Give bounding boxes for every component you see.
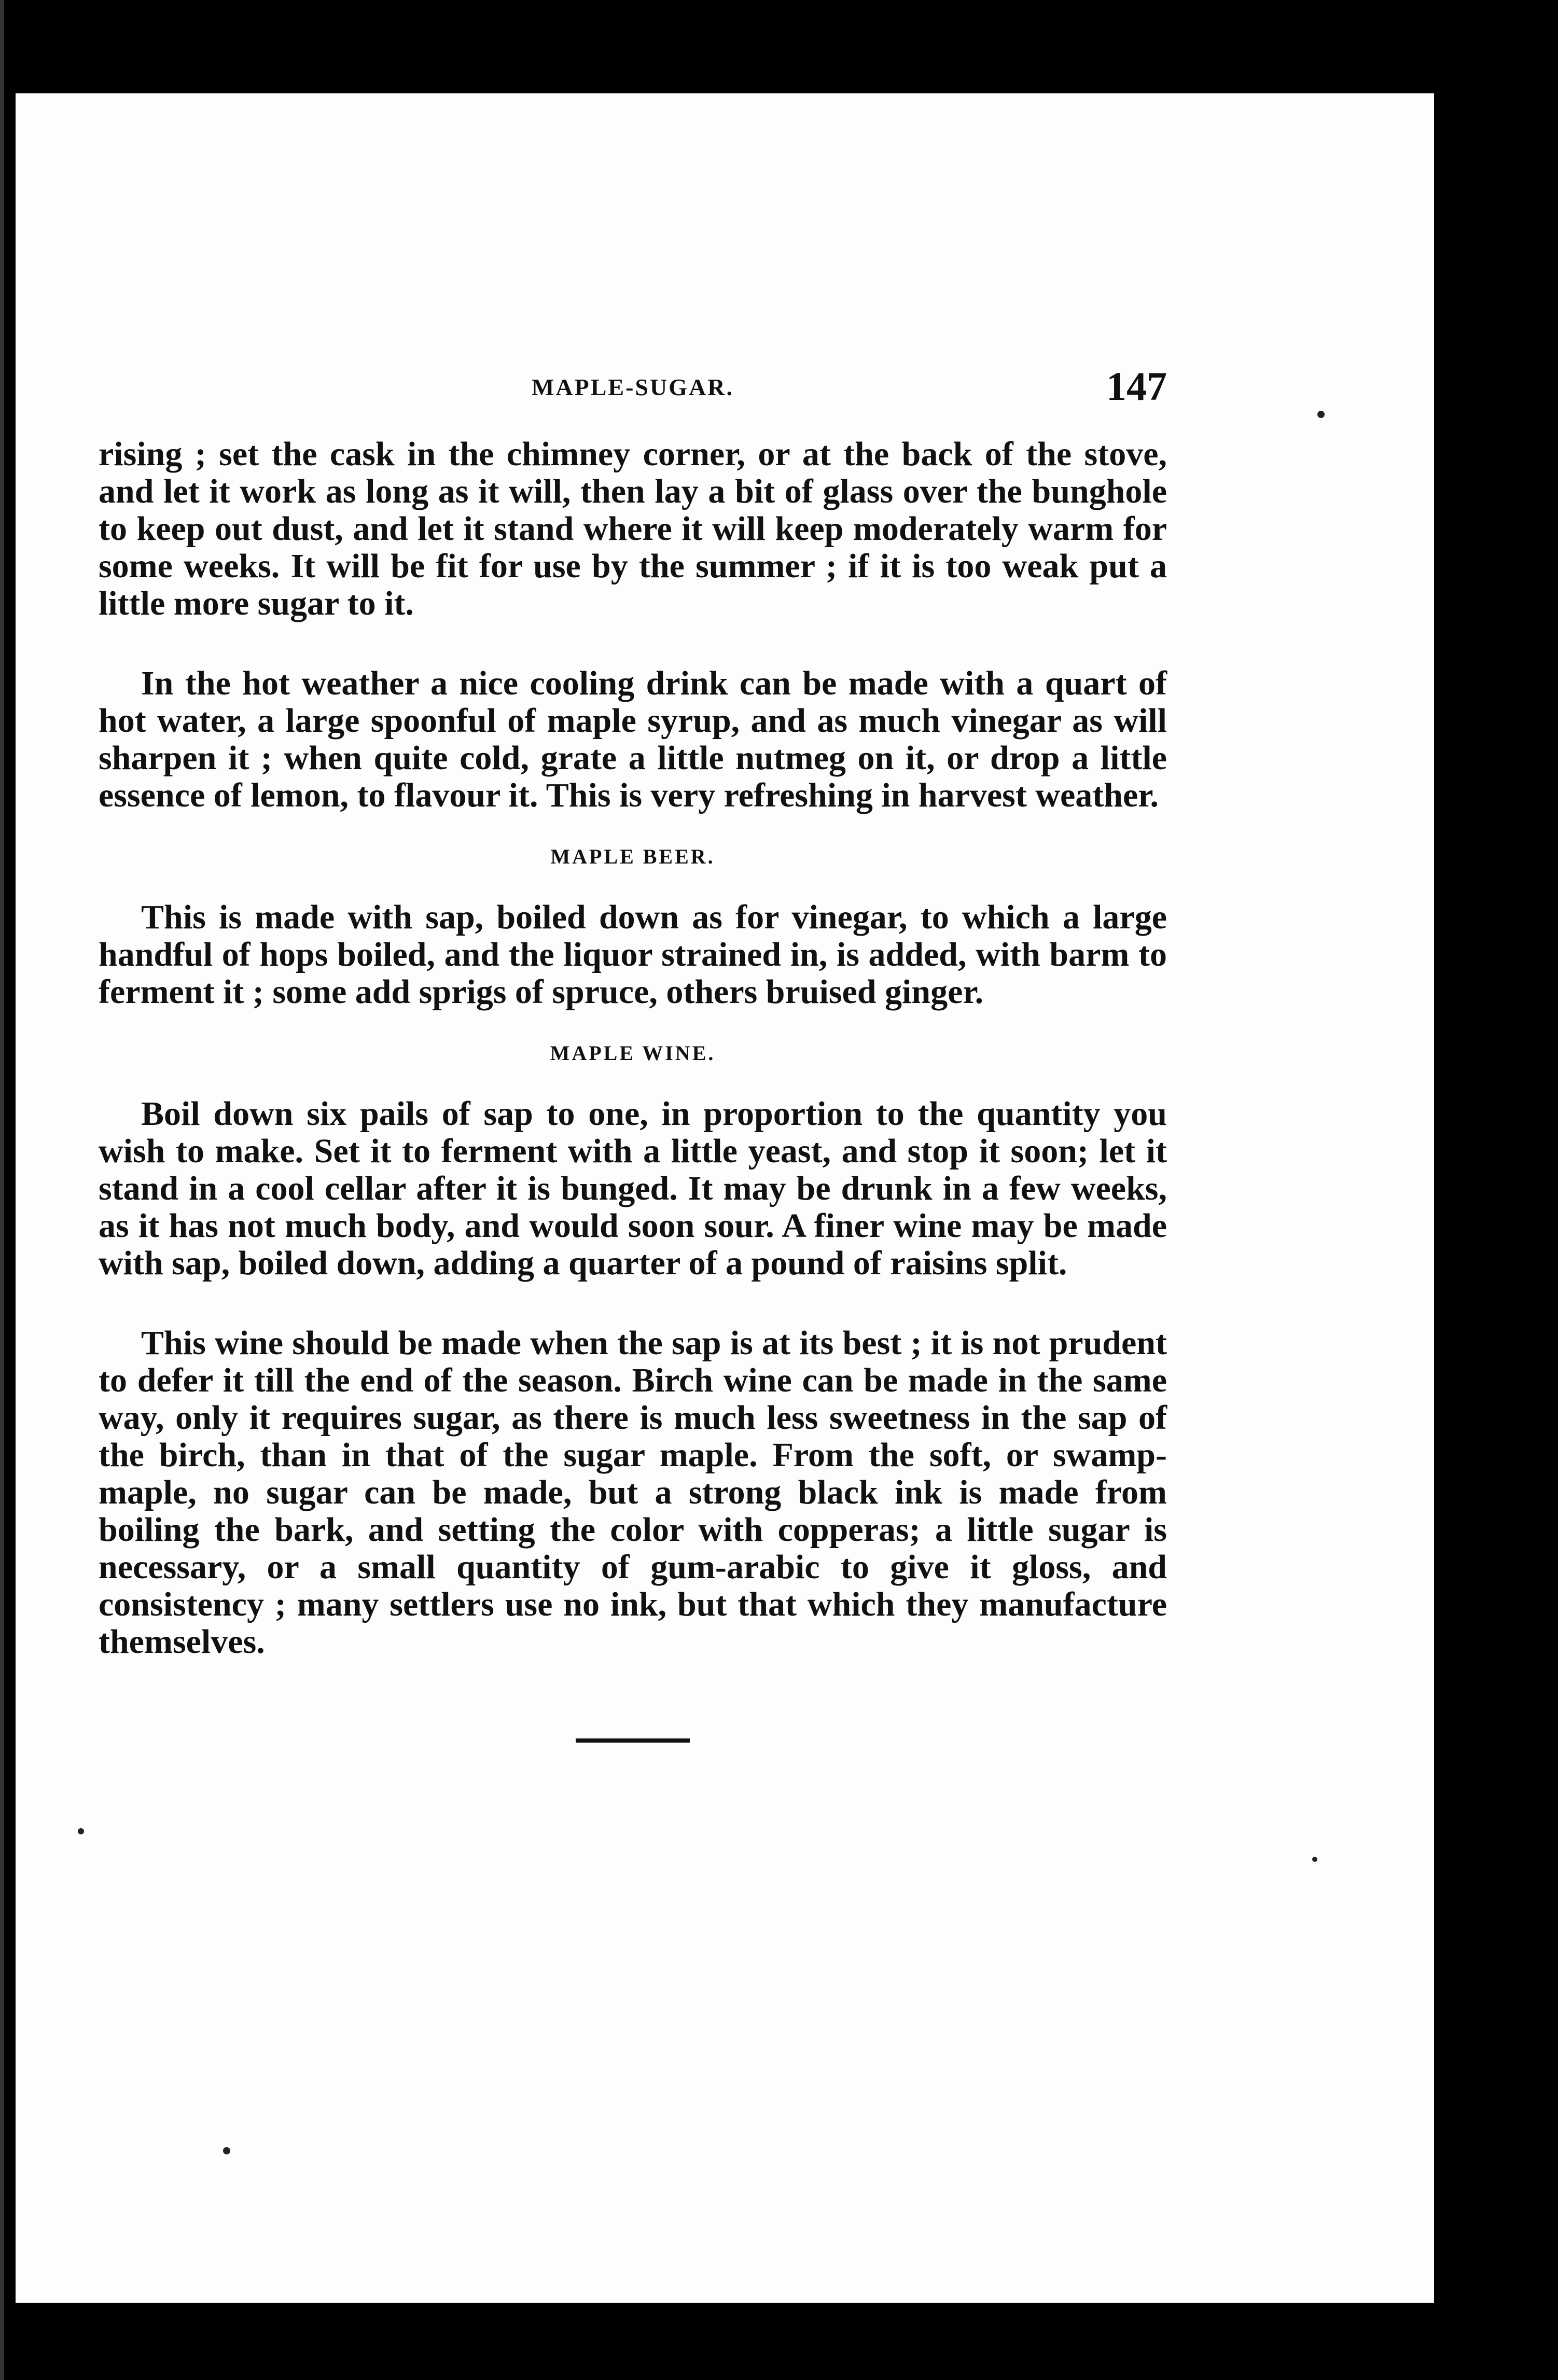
print-speck	[223, 2147, 230, 2154]
paragraph-rising: rising ; set the cask in the chimney corner, or at the back of the stove, and let it work as long as it will, then lay a bit of glass over the bunghole to keep out dust, and let it stand where it will keep moderately warm for some weeks. It will be fit for use by the summer ; if it is too weak put a little more sugar to it.	[99, 435, 1167, 622]
print-speck	[78, 1828, 84, 1834]
page-body	[99, 436, 1167, 1743]
paragraph-cooling-drink: In the hot weather a nice cooling drink can be made with a quart of hot water, a large spoonful of maple syrup, and as much vinegar as will sharpen it ; when quite cold, grate a little nutmeg on it, or drop a little essence of lemon, to flavour it. This is very refreshing in harvest weather.	[99, 664, 1167, 814]
paper-leaf	[16, 93, 1434, 2303]
paragraph-maple-beer: This is made with sap, boiled down as for vinegar, to which a large handful of hops boiled, and the liquor strained in, is added, with barm to ferment it ; some add sprigs of spruce, others bruised ginger.	[99, 898, 1167, 1011]
running-head: MAPLE-SUGAR.	[532, 374, 734, 400]
binding-edge	[0, 0, 4, 2380]
paragraph-gap	[99, 1282, 1167, 1325]
paragraph-birch-wine: This wine should be made when the sap is at its best ; it is not prudent to defer it till the end of the season. Birch wine can be made in the same way, only it requires sugar, as there is much less sweetness in the sap of the birch, than in that of the sugar maple. From the soft, or swamp-maple, no sugar can be made, but a strong black ink is made from boiling the bark, and setting the color with copperas; a little sugar is necessary, or a small quantity of gum-arabic to give it gloss, and consistency ; many settlers use no ink, but that which they manufacture themselves.	[99, 1324, 1167, 1661]
print-speck	[1312, 1857, 1317, 1862]
section-heading-maple-beer: MAPLE BEER.	[550, 845, 715, 868]
page-number: 147	[1106, 364, 1167, 409]
paragraph-maple-wine: Boil down six pails of sap to one, in proportion to the quantity you wish to make. Set it to ferment with a little yeast, and stop it soon; let it stand in a cool cellar after it is bunged. It may be drunk in a few weeks, as it has not much body, and would soon sour. A finer wine may be made with sap, boiled down, adding a quarter of a pound of raisins split.	[99, 1095, 1167, 1282]
print-speck	[1317, 411, 1325, 418]
end-rule	[576, 1738, 690, 1743]
paragraph-gap	[99, 622, 1167, 665]
page-header	[99, 363, 1167, 420]
section-heading-maple-wine: MAPLE WINE.	[550, 1041, 716, 1065]
